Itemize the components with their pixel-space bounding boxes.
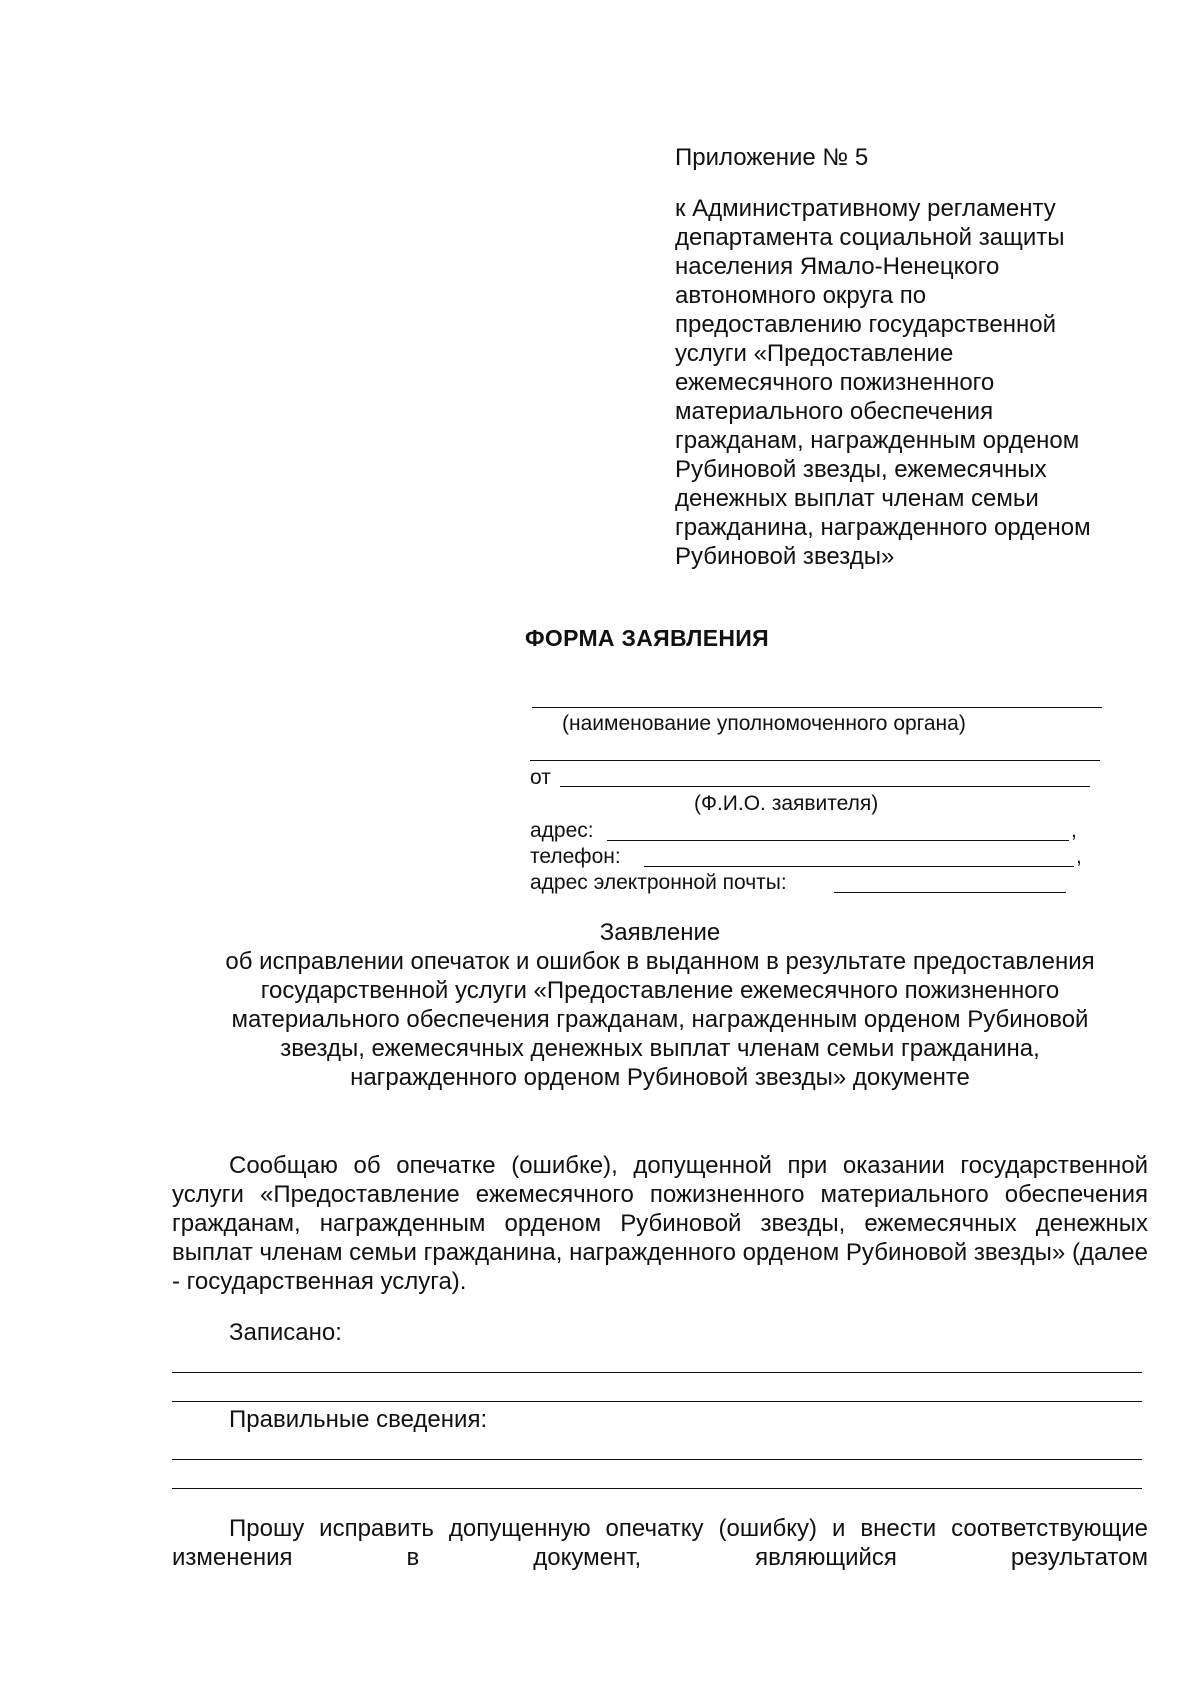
phone-comma: ,	[1076, 845, 1082, 868]
appendix-line: Рубиновой звезды»	[675, 543, 895, 570]
organ-name-hint: (наименование уполномоченного органа)	[562, 712, 966, 735]
statement-title-line: звезды, ежемесячных денежных выплат членам семьи гражданина,	[280, 1035, 1040, 1062]
report-paragraph	[172, 1151, 1148, 1296]
address-comma: ,	[1071, 819, 1077, 842]
appendix-line: предоставлению государственной	[675, 311, 1057, 338]
request-paragraph-text: Прошу исправить допущенную опечатку (ошибку) и внести соответствующие изменения в документ, являющийся результатом	[172, 1515, 1148, 1571]
correct-info-line-2[interactable]	[172, 1488, 1142, 1489]
written-line-1[interactable]	[172, 1372, 1142, 1373]
appendix-line: ежемесячного пожизненного	[675, 369, 995, 396]
applicant-fio-line[interactable]	[560, 786, 1090, 787]
appendix-line: материального обеспечения	[675, 398, 994, 425]
appendix-line: населения Ямало-Ненецкого	[675, 253, 1000, 280]
from-label: от	[530, 766, 551, 789]
appendix-line: услуги «Предоставление	[675, 340, 954, 367]
phone-line[interactable]	[644, 866, 1074, 867]
written-label: Записано:	[229, 1319, 342, 1346]
appendix-line: гражданам, награжденным орденом	[675, 427, 1080, 454]
statement-title-line: Заявление	[599, 919, 721, 946]
statement-title	[170, 918, 1150, 1092]
appendix-line: автономного округа по	[675, 282, 927, 309]
appendix-number: Приложение № 5	[675, 144, 869, 171]
written-line-2[interactable]	[172, 1401, 1142, 1402]
appendix-text	[675, 194, 1145, 571]
address-line[interactable]	[607, 840, 1069, 841]
organ-name-line[interactable]	[532, 707, 1102, 708]
statement-title-line: государственной услуги «Предоставление ежемесячного пожизненного	[260, 977, 1060, 1004]
appendix-line: к Административному регламенту	[675, 195, 1056, 222]
report-paragraph-text: Сообщаю об опечатке (ошибке), допущенной при оказании государственной услуги «Предоставление ежемесячного пожизненного материального обеспечения гражданам, награжденным орденом Рубиновой звезды, ежемесячных денежных выплат членам семьи гражданина, награжденного орденом Рубиновой звезды» (далее - государственная услуга).	[172, 1152, 1148, 1295]
correct-info-line-1[interactable]	[172, 1459, 1142, 1460]
statement-title-line: об исправлении опечаток и ошибок в выданном в результате предоставления	[225, 948, 1095, 975]
applicant-fio-hint: (Ф.И.О. заявителя)	[694, 792, 879, 815]
appendix-line: Рубиновой звезды, ежемесячных	[675, 456, 1047, 483]
statement-title-line: материального обеспечения гражданам, награжденным орденом Рубиновой	[231, 1006, 1089, 1033]
form-title: ФОРМА ЗАЯВЛЕНИЯ	[525, 625, 769, 651]
appendix-line: гражданина, награжденного орденом	[675, 514, 1091, 541]
appendix-line: департамента социальной защиты	[675, 224, 1065, 251]
phone-label: телефон:	[530, 845, 621, 868]
correct-info-label: Правильные сведения:	[229, 1406, 488, 1433]
request-paragraph	[172, 1514, 1148, 1572]
address-label: адрес:	[530, 819, 594, 842]
statement-title-line: награжденного орденом Рубиновой звезды» документе	[350, 1064, 970, 1091]
email-line[interactable]	[834, 892, 1066, 893]
organ-name-line-2[interactable]	[530, 760, 1100, 761]
appendix-line: денежных выплат членам семьи	[675, 485, 1039, 512]
email-label: адрес электронной почты:	[530, 871, 787, 894]
